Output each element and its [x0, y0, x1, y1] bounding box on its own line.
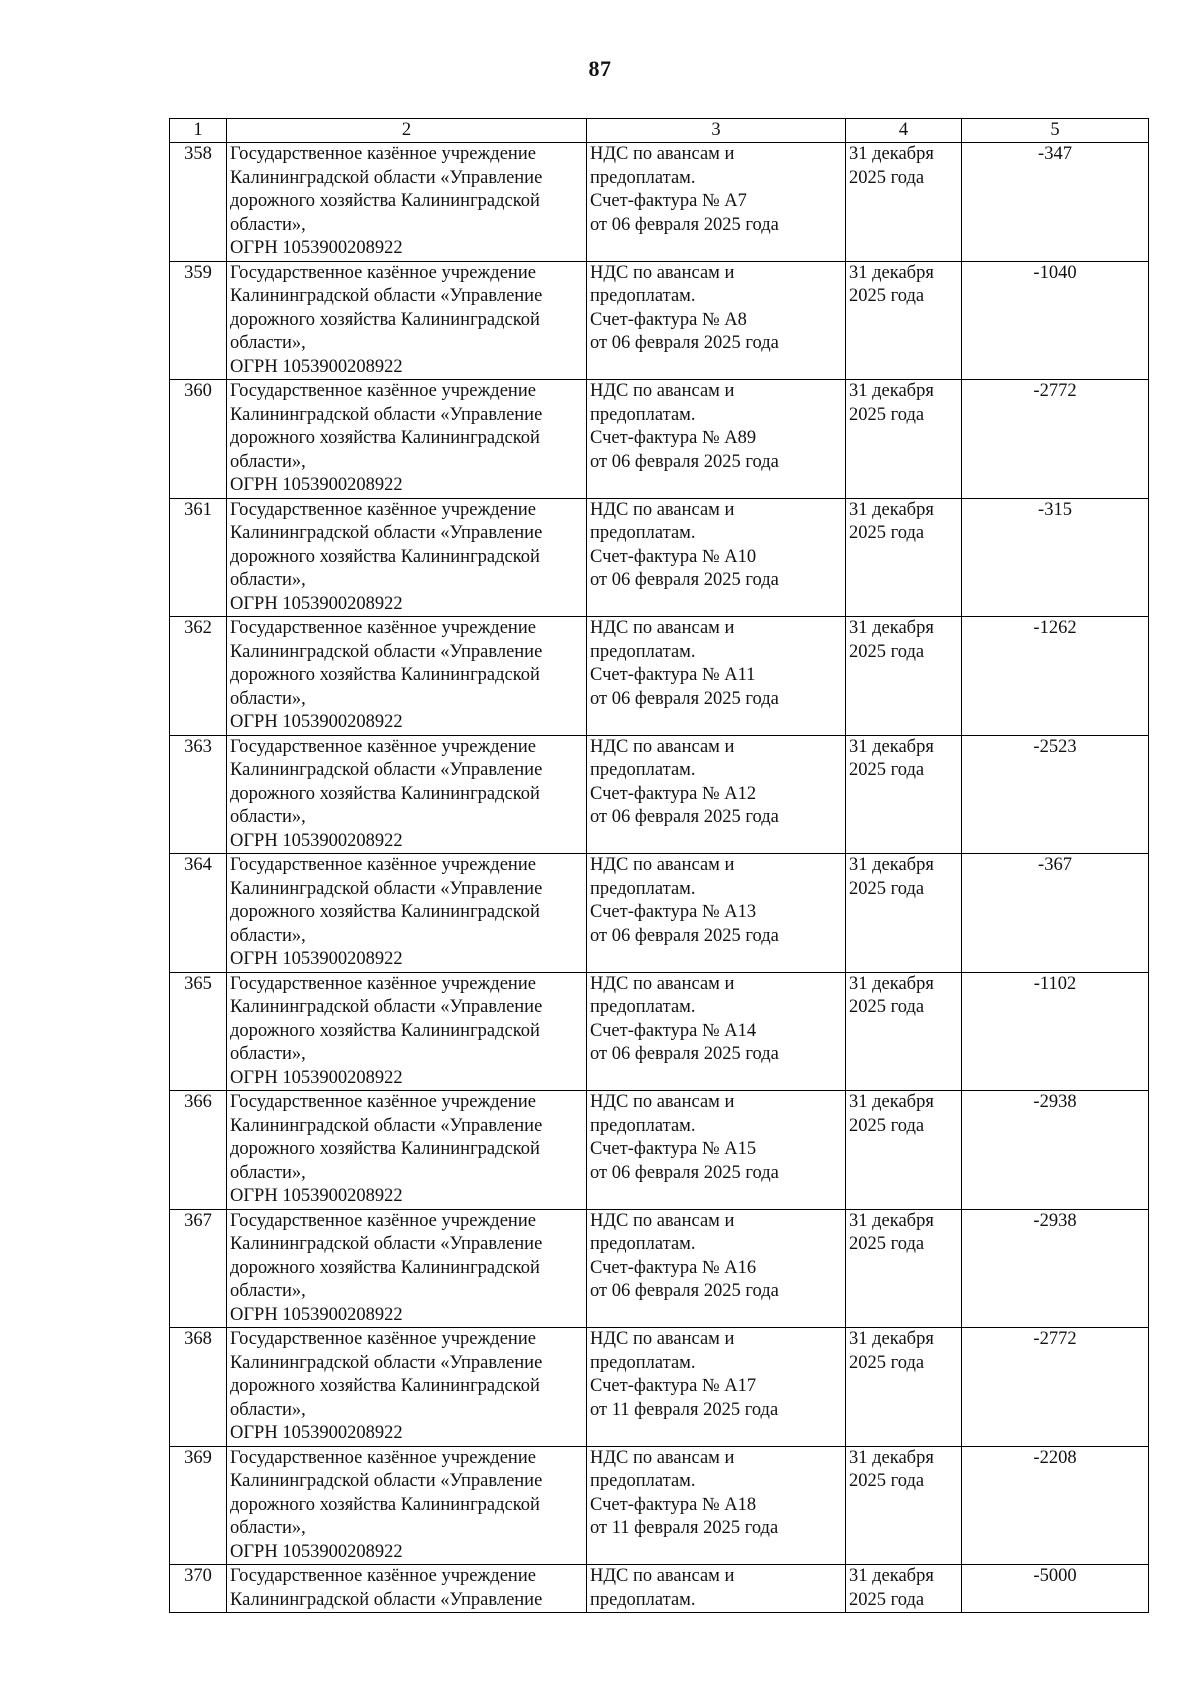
organization-line: ОГРН 1053900208922	[230, 1304, 403, 1325]
date-line: 31 декабря	[849, 736, 934, 757]
organization-line: ОГРН 1053900208922	[230, 593, 403, 614]
organization-line: Калининградской области «Управление	[230, 1115, 543, 1136]
organization-line: Государственное казённое учреждение	[230, 1092, 536, 1112]
organization-line: Калининградской области «Управление	[230, 286, 543, 306]
organization-line: дорожного хозяйства Калининградской	[230, 1139, 540, 1159]
organization-line: Калининградской области «Управление	[230, 1352, 543, 1373]
organization-cell	[227, 1209, 587, 1328]
document-line: Счет-фактура № А12	[590, 783, 757, 804]
date-line: 2025 года	[849, 760, 925, 780]
date-line: 31 декабря	[849, 1092, 934, 1112]
date-cell	[846, 1328, 962, 1447]
document-line: предоплатам.	[590, 167, 696, 188]
document-line: от 06 февраля 2025 года	[590, 807, 779, 827]
document-line: Счет-фактура № А16	[590, 1257, 757, 1278]
document-cell	[587, 143, 846, 262]
organization-line: Государственное казённое учреждение	[230, 855, 536, 875]
document-line: предоплатам.	[590, 1589, 696, 1610]
document-cell	[587, 1565, 846, 1613]
date-line: 2025 года	[849, 997, 925, 1017]
organization-line: Государственное казённое учреждение	[230, 1447, 536, 1468]
organization-line: Калининградской области «Управление	[230, 997, 543, 1017]
date-cell	[846, 972, 962, 1091]
document-line: НДС по авансам и	[590, 1210, 735, 1231]
amount-cell: -2938	[962, 1091, 1149, 1210]
amount-cell: -1262	[962, 617, 1149, 736]
table-row	[170, 1091, 1149, 1210]
table-row	[170, 1209, 1149, 1328]
organization-line: дорожного хозяйства Калининградской	[230, 1257, 540, 1278]
row-number: 363	[170, 735, 227, 854]
date-cell	[846, 1565, 962, 1613]
organization-cell	[227, 1091, 587, 1210]
organization-line: области»,	[230, 1162, 306, 1183]
document-cell	[587, 1328, 846, 1447]
document-line: от 06 февраля 2025 года	[590, 1281, 779, 1301]
organization-line: области»,	[230, 333, 306, 353]
date-cell	[846, 1091, 962, 1210]
document-line: от 06 февраля 2025 года	[590, 1162, 779, 1183]
document-cell	[587, 1091, 846, 1210]
document-line: НДС по авансам и	[590, 1092, 735, 1112]
document-line: от 06 февраля 2025 года	[590, 925, 779, 946]
organization-cell	[227, 972, 587, 1091]
organization-line: Государственное казённое учреждение	[230, 973, 536, 994]
date-cell	[846, 854, 962, 973]
document-cell	[587, 498, 846, 617]
page-number: 87	[588, 56, 612, 81]
document-line: от 11 февраля 2025 года	[590, 1518, 779, 1538]
document-line: от 06 февраля 2025 года	[590, 570, 779, 590]
row-number: 358	[170, 143, 227, 262]
date-line: 2025 года	[849, 1234, 925, 1254]
document-line: от 06 февраля 2025 года	[590, 1044, 779, 1064]
organization-line: Калининградской области «Управление	[230, 1589, 543, 1610]
document-line: НДС по авансам и	[590, 262, 735, 283]
date-line: 31 декабря	[849, 1566, 934, 1586]
organization-line: Государственное казённое учреждение	[230, 144, 536, 164]
date-line: 2025 года	[849, 1471, 925, 1491]
date-line: 2025 года	[849, 1115, 925, 1136]
organization-cell	[227, 617, 587, 736]
table-row	[170, 1446, 1149, 1565]
organization-line: Государственное казённое учреждение	[230, 1566, 536, 1586]
organization-line: Калининградской области «Управление	[230, 523, 543, 543]
organization-line: дорожного хозяйства Калининградской	[230, 1020, 540, 1041]
organization-line: Калининградской области «Управление	[230, 1471, 543, 1491]
column-header-3: 3	[587, 119, 846, 143]
document-line: НДС по авансам и	[590, 144, 735, 164]
organization-line: Государственное казённое учреждение	[230, 1329, 536, 1349]
date-line: 31 декабря	[849, 1329, 934, 1349]
row-number: 361	[170, 498, 227, 617]
organization-line: области»,	[230, 688, 306, 709]
document-line: предоплатам.	[590, 760, 696, 780]
date-cell	[846, 498, 962, 617]
organization-line: дорожного хозяйства Калининградской	[230, 902, 540, 922]
table-row	[170, 143, 1149, 262]
date-line: 2025 года	[849, 1352, 925, 1373]
organization-line: дорожного хозяйства Калининградской	[230, 546, 540, 567]
document-cell	[587, 1446, 846, 1565]
document-line: НДС по авансам и	[590, 973, 735, 994]
amount-cell: -347	[962, 143, 1149, 262]
organization-cell	[227, 1328, 587, 1447]
table-body	[170, 143, 1149, 1613]
row-number: 366	[170, 1091, 227, 1210]
table-row	[170, 1565, 1149, 1613]
document-line: НДС по авансам и	[590, 736, 735, 757]
date-line: 31 декабря	[849, 618, 934, 638]
organization-cell	[227, 854, 587, 973]
document-line: Счет-фактура № А11	[590, 665, 756, 685]
organization-line: области»,	[230, 1518, 306, 1538]
table-row	[170, 617, 1149, 736]
table-row	[170, 1328, 1149, 1447]
organization-line: области»,	[230, 451, 306, 472]
organization-line: области»,	[230, 1399, 306, 1420]
date-line: 2025 года	[849, 1589, 925, 1610]
document-line: НДС по авансам и	[590, 381, 735, 401]
document-cell	[587, 735, 846, 854]
document-line: предоплатам.	[590, 1234, 696, 1254]
organization-line: области»,	[230, 1281, 306, 1301]
row-number: 367	[170, 1209, 227, 1328]
document-line: Счет-фактура № А18	[590, 1494, 757, 1515]
document-line: от 06 февраля 2025 года	[590, 688, 779, 709]
date-line: 31 декабря	[849, 1210, 934, 1231]
organization-line: области»,	[230, 925, 306, 946]
document-line: от 06 февраля 2025 года	[590, 333, 779, 353]
row-number: 364	[170, 854, 227, 973]
date-line: 31 декабря	[849, 262, 934, 283]
organization-line: области»,	[230, 570, 306, 590]
organization-line: области»,	[230, 214, 306, 235]
date-line: 2025 года	[849, 167, 925, 188]
organization-line: дорожного хозяйства Калининградской	[230, 428, 540, 448]
amount-cell: -2938	[962, 1209, 1149, 1328]
table-row	[170, 854, 1149, 973]
date-line: 31 декабря	[849, 973, 934, 994]
organization-line: Калининградской области «Управление	[230, 404, 543, 425]
organization-line: ОГРН 1053900208922	[230, 1541, 403, 1562]
date-line: 31 декабря	[849, 499, 934, 520]
document-line: предоплатам.	[590, 1352, 696, 1373]
organization-line: ОГРН 1053900208922	[230, 475, 403, 495]
amount-cell: -367	[962, 854, 1149, 973]
document-line: НДС по авансам и	[590, 1447, 735, 1468]
date-line: 2025 года	[849, 523, 925, 543]
organization-line: дорожного хозяйства Калининградской	[230, 191, 540, 211]
organization-line: Калининградской области «Управление	[230, 641, 543, 662]
row-number: 369	[170, 1446, 227, 1565]
row-number: 365	[170, 972, 227, 1091]
organization-line: Калининградской области «Управление	[230, 878, 543, 899]
document-line: НДС по авансам и	[590, 1566, 735, 1586]
amount-cell: -1040	[962, 261, 1149, 380]
organization-line: дорожного хозяйства Калининградской	[230, 1376, 540, 1396]
organization-cell	[227, 1565, 587, 1613]
organization-line: Государственное казённое учреждение	[230, 381, 536, 401]
row-number: 368	[170, 1328, 227, 1447]
column-header-4: 4	[846, 119, 962, 143]
organization-cell	[227, 380, 587, 499]
table-row	[170, 261, 1149, 380]
document-line: НДС по авансам и	[590, 499, 735, 520]
document-line: Счет-фактура № А8	[590, 309, 747, 330]
document-cell	[587, 617, 846, 736]
row-number: 360	[170, 380, 227, 499]
date-cell	[846, 1446, 962, 1565]
amount-cell: -2523	[962, 735, 1149, 854]
document-cell	[587, 1209, 846, 1328]
amount-cell: -2772	[962, 1328, 1149, 1447]
document-line: Счет-фактура № А15	[590, 1139, 757, 1159]
organization-line: дорожного хозяйства Калининградской	[230, 309, 540, 330]
organization-line: области»,	[230, 1044, 306, 1064]
organization-line: Государственное казённое учреждение	[230, 736, 536, 757]
table-header	[170, 119, 1149, 143]
amount-cell: -315	[962, 498, 1149, 617]
organization-line: Государственное казённое учреждение	[230, 618, 536, 638]
table-row	[170, 972, 1149, 1091]
organization-line: Калининградской области «Управление	[230, 1234, 543, 1254]
date-cell	[846, 380, 962, 499]
date-line: 2025 года	[849, 878, 925, 899]
document-line: от 06 февраля 2025 года	[590, 214, 779, 235]
document-line: предоплатам.	[590, 1471, 696, 1491]
organization-line: ОГРН 1053900208922	[230, 238, 403, 258]
date-cell	[846, 1209, 962, 1328]
document-cell	[587, 261, 846, 380]
organization-cell	[227, 261, 587, 380]
organization-line: Государственное казённое учреждение	[230, 499, 536, 520]
organization-cell	[227, 735, 587, 854]
date-line: 2025 года	[849, 286, 925, 306]
document-line: предоплатам.	[590, 1115, 696, 1136]
organization-line: ОГРН 1053900208922	[230, 356, 403, 377]
document-line: Счет-фактура № А7	[590, 191, 747, 211]
table-row	[170, 498, 1149, 617]
document-line: предоплатам.	[590, 404, 696, 425]
document-line: предоплатам.	[590, 878, 696, 899]
document-line: Счет-фактура № А17	[590, 1376, 757, 1396]
document-line: НДС по авансам и	[590, 1329, 735, 1349]
date-cell	[846, 735, 962, 854]
date-line: 31 декабря	[849, 855, 934, 875]
document-line: от 11 февраля 2025 года	[590, 1399, 779, 1420]
organization-line: Калининградской области «Управление	[230, 760, 543, 780]
document-line: предоплатам.	[590, 523, 696, 543]
organization-line: Калининградской области «Управление	[230, 167, 543, 188]
organization-line: области»,	[230, 807, 306, 827]
table-row	[170, 735, 1149, 854]
organization-line: ОГРН 1053900208922	[230, 1186, 403, 1206]
organization-line: ОГРН 1053900208922	[230, 1067, 403, 1088]
document-line: Счет-фактура № А89	[590, 428, 757, 448]
amount-cell: -5000	[962, 1565, 1149, 1613]
document-line: НДС по авансам и	[590, 855, 735, 875]
header-row	[170, 119, 1149, 143]
date-cell	[846, 261, 962, 380]
date-line: 2025 года	[849, 404, 925, 425]
document-line: Счет-фактура № А14	[590, 1020, 757, 1041]
organization-cell	[227, 143, 587, 262]
date-line: 31 декабря	[849, 1447, 934, 1468]
organization-line: ОГРН 1053900208922	[230, 712, 403, 732]
row-number: 359	[170, 261, 227, 380]
document-line: Счет-фактура № А13	[590, 902, 757, 922]
row-number: 362	[170, 617, 227, 736]
document-line: предоплатам.	[590, 997, 696, 1017]
date-cell	[846, 143, 962, 262]
date-line: 31 декабря	[849, 381, 934, 401]
column-header-2: 2	[227, 119, 587, 143]
amount-cell: -2772	[962, 380, 1149, 499]
table-row	[170, 380, 1149, 499]
organization-line: ОГРН 1053900208922	[230, 830, 403, 851]
row-number: 370	[170, 1565, 227, 1613]
document-line: Счет-фактура № А10	[590, 546, 757, 567]
document-cell	[587, 972, 846, 1091]
document-line: НДС по авансам и	[590, 618, 735, 638]
document-line: предоплатам.	[590, 286, 696, 306]
data-table	[169, 118, 1149, 1613]
organization-line: Государственное казённое учреждение	[230, 1210, 536, 1231]
organization-line: Государственное казённое учреждение	[230, 262, 536, 283]
organization-line: дорожного хозяйства Калининградской	[230, 783, 540, 804]
column-header-5: 5	[962, 119, 1149, 143]
organization-cell	[227, 498, 587, 617]
document-cell	[587, 854, 846, 973]
document-line: от 06 февраля 2025 года	[590, 451, 779, 472]
organization-line: дорожного хозяйства Калининградской	[230, 665, 540, 685]
document-cell	[587, 380, 846, 499]
amount-cell: -1102	[962, 972, 1149, 1091]
date-line: 2025 года	[849, 641, 925, 662]
date-cell	[846, 617, 962, 736]
document-line: предоплатам.	[590, 641, 696, 662]
date-line: 31 декабря	[849, 144, 934, 164]
organization-line: ОГРН 1053900208922	[230, 949, 403, 969]
organization-line: дорожного хозяйства Калининградской	[230, 1494, 540, 1515]
organization-cell	[227, 1446, 587, 1565]
organization-line: ОГРН 1053900208922	[230, 1423, 403, 1443]
amount-cell: -2208	[962, 1446, 1149, 1565]
column-header-1: 1	[170, 119, 227, 143]
